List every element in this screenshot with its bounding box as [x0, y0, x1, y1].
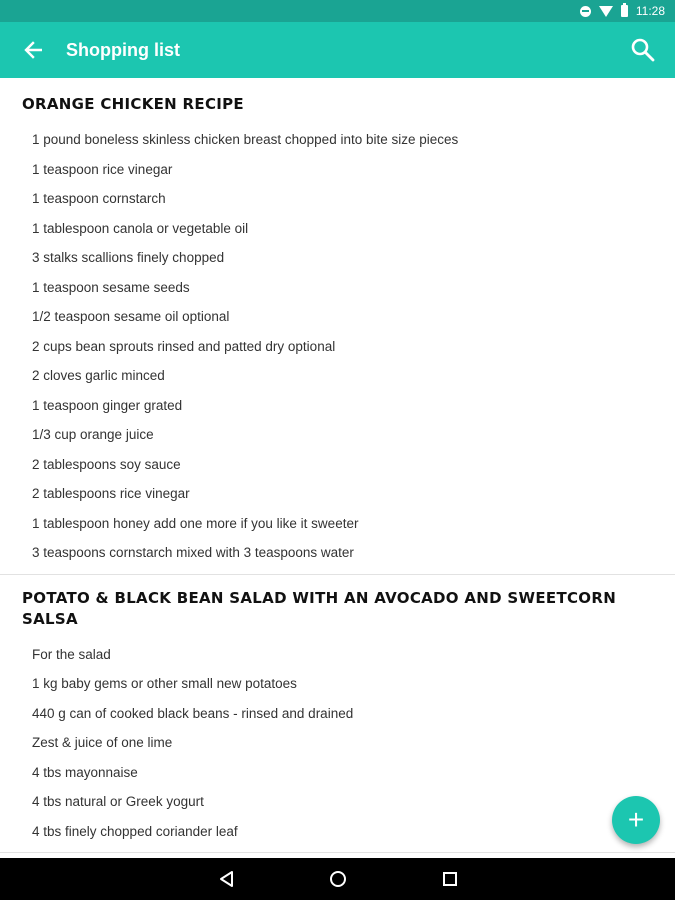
wifi-icon [599, 6, 613, 17]
recipe-title: POTATO & BLACK BEAN SALAD WITH AN AVOCADO AND SWEETCORN SALSA [22, 588, 617, 628]
list-item[interactable]: 1 pound boneless skinless chicken breast chopped into bite size pieces [32, 132, 459, 147]
list-item[interactable]: 1/3 cup orange juice [32, 427, 154, 442]
list-item[interactable]: 2 cups bean sprouts rinsed and patted dry optional [32, 338, 336, 354]
list-item[interactable]: 1 teaspoon ginger grated [32, 397, 183, 413]
list-item[interactable]: 2 cloves garlic minced [32, 368, 165, 383]
status-bar [0, 0, 675, 22]
list-item[interactable]: 3 teaspoons cornstarch mixed with 3 teaspoons water [32, 545, 354, 560]
nav-recents-button[interactable] [439, 868, 461, 890]
page-title: Shopping list [66, 39, 180, 60]
app-bar [0, 22, 675, 78]
add-item-button[interactable] [612, 796, 660, 844]
nav-recents-icon [443, 872, 457, 886]
list-item[interactable]: 1 kg baby gems or other small new potatoes [32, 676, 297, 691]
system-nav-bar [0, 858, 675, 900]
list-item[interactable]: 4 tbs finely chopped coriander leaf [32, 823, 238, 839]
nav-back-icon [218, 870, 234, 888]
list-item[interactable]: 2 tablespoons soy sauce [32, 456, 181, 472]
plus-icon: + [627, 804, 645, 835]
arrow-left-icon [24, 41, 42, 59]
list-item[interactable]: 1 teaspoon cornstarch [32, 191, 166, 206]
back-button[interactable] [0, 22, 66, 78]
list-item[interactable]: 1 tablespoon honey add one more if you like it sweeter [32, 515, 359, 531]
nav-home-button[interactable] [327, 868, 349, 890]
list-item[interactable]: 1 teaspoon rice vinegar [32, 161, 173, 177]
list-item[interactable]: 1 teaspoon sesame seeds [32, 279, 190, 295]
list-item[interactable]: Zest & juice of one lime [32, 735, 173, 750]
recipe-card[interactable] [0, 575, 675, 854]
nav-home-icon [330, 871, 346, 887]
nav-back-button[interactable] [215, 868, 237, 890]
list-item[interactable]: 2 tablespoons rice vinegar [32, 486, 190, 501]
dnd-icon [580, 6, 591, 17]
shopping-list [0, 78, 675, 858]
status-time: 11:28 [635, 4, 665, 18]
list-item[interactable]: 1/2 teaspoon sesame oil optional [32, 309, 230, 324]
list-item[interactable]: 440 g can of cooked black beans - rinsed and drained [32, 705, 354, 721]
list-item[interactable]: For the salad [32, 646, 111, 662]
recipe-card[interactable] [0, 78, 675, 575]
recipe-title: ORANGE CHICKEN RECIPE [22, 95, 244, 113]
list-item[interactable]: 4 tbs natural or Greek yogurt [32, 794, 204, 809]
search-button[interactable] [629, 36, 657, 64]
list-item[interactable]: 4 tbs mayonnaise [32, 764, 138, 780]
list-item[interactable]: 3 stalks scallions finely chopped [32, 250, 225, 265]
battery-icon [621, 5, 628, 17]
search-icon [629, 36, 657, 64]
list-item[interactable]: 1 tablespoon canola or vegetable oil [32, 220, 249, 236]
